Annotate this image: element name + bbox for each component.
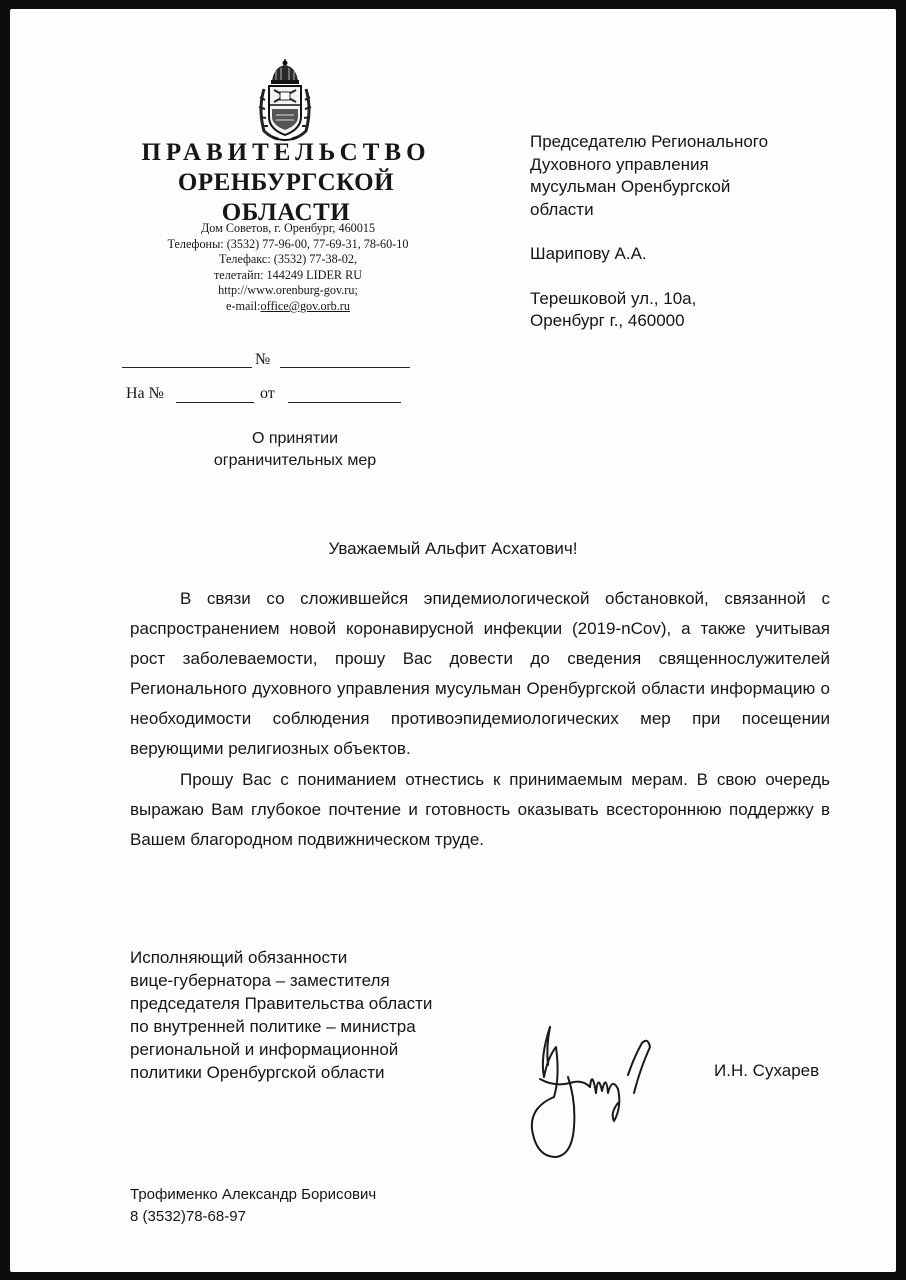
addressee-position-2: Духовного управления (530, 154, 709, 174)
letterhead-contacts (130, 221, 446, 315)
letter-page (10, 9, 896, 1272)
signatory-title (130, 946, 490, 1084)
reference-label: На № (126, 385, 164, 402)
signatory-title-6: политики Оренбургской области (130, 1063, 385, 1082)
signatory-title-4: по внутренней политике – министра (130, 1017, 416, 1036)
executor-name: Трофименко Александр Борисович (130, 1186, 377, 1203)
number-label: № (255, 351, 271, 368)
contact-address: Дом Советов, г. Оренбург, 460015 (200, 221, 376, 235)
signatory-title-3: председателя Правительства области (130, 994, 433, 1013)
addressee-position-4: области (530, 199, 594, 219)
body-paragraph-1: В связи со сложившейся эпидемиологической обстановкой, связанной с распространением новой коронавирусной инфекции (2019-nCov), а также учитывая рост заболеваемости, прошу Вас довести до сведения священнослужителей Регионального духовного управления мусульман Оренбургской области информацию о необходимости соблюдения противоэпидемиологических мер при посещении верующими религиозных объектов. (130, 589, 830, 758)
contact-phones: Телефоны: (3532) 77-96-00, 77-69-31, 78-60-10 (167, 236, 409, 251)
email-link[interactable]: office@gov.orb.ru (260, 298, 350, 313)
handwritten-signature (510, 1017, 675, 1167)
contact-email-row (130, 299, 446, 315)
letter-body (130, 584, 830, 855)
salutation: Уважаемый Альфит Асхатович! (328, 539, 578, 558)
title-line-1: ПРАВИТЕЛЬСТВО (141, 139, 431, 166)
number-blank (280, 367, 410, 368)
addressee-address-2: Оренбург г., 460000 (530, 311, 685, 330)
government-title (120, 138, 452, 228)
title-line-3: ОБЛАСТИ (221, 199, 351, 226)
reference-number-field (126, 385, 426, 407)
contact-teletype: телетайп: 144249 LIDER RU (213, 267, 363, 282)
coat-of-arms-icon (254, 59, 316, 141)
addressee-block (530, 131, 880, 333)
date-blank (122, 367, 252, 368)
from-date-blank (288, 402, 401, 403)
letter-subject (180, 428, 410, 472)
contact-fax: Телефакс: (3532) 77-38-02, (218, 252, 358, 267)
executor-info (130, 1184, 376, 1228)
addressee-position-1: Председателю Регионального (530, 132, 769, 151)
signatory-name: И.Н. Сухарев (714, 1061, 820, 1080)
from-label: от (260, 385, 275, 402)
subject-line-2: ограничительных мер (213, 452, 377, 469)
contact-website: http://www.orenburg-gov.ru; (218, 283, 358, 298)
email-prefix: e-mail: (226, 298, 261, 313)
signatory-title-2: вице-губернатора – заместителя (130, 971, 390, 990)
title-line-2: ОРЕНБУРГСКОЙ (177, 169, 395, 196)
subject-line-1: О принятии (251, 430, 339, 447)
outgoing-number-field (122, 351, 422, 373)
addressee-address-1: Терешковой ул., 10а, (530, 288, 697, 308)
body-paragraph-2: Прошу Вас с пониманием отнестись к принимаемым мерам. В свою очередь выражаю Вам глубокое почтение и готовность оказывать всестороннюю поддержку в Вашем благородном подвижническом труде. (130, 770, 830, 849)
addressee-name: Шарипову А.А. (530, 244, 647, 263)
addressee-position-3: мусульман Оренбургской (530, 177, 731, 196)
signatory-title-1: Исполняющий обязанности (130, 948, 348, 967)
signatory-title-5: региональной и информационной (130, 1040, 399, 1059)
reference-blank (176, 402, 254, 403)
executor-phone: 8 (3532)78-68-97 (130, 1208, 246, 1225)
